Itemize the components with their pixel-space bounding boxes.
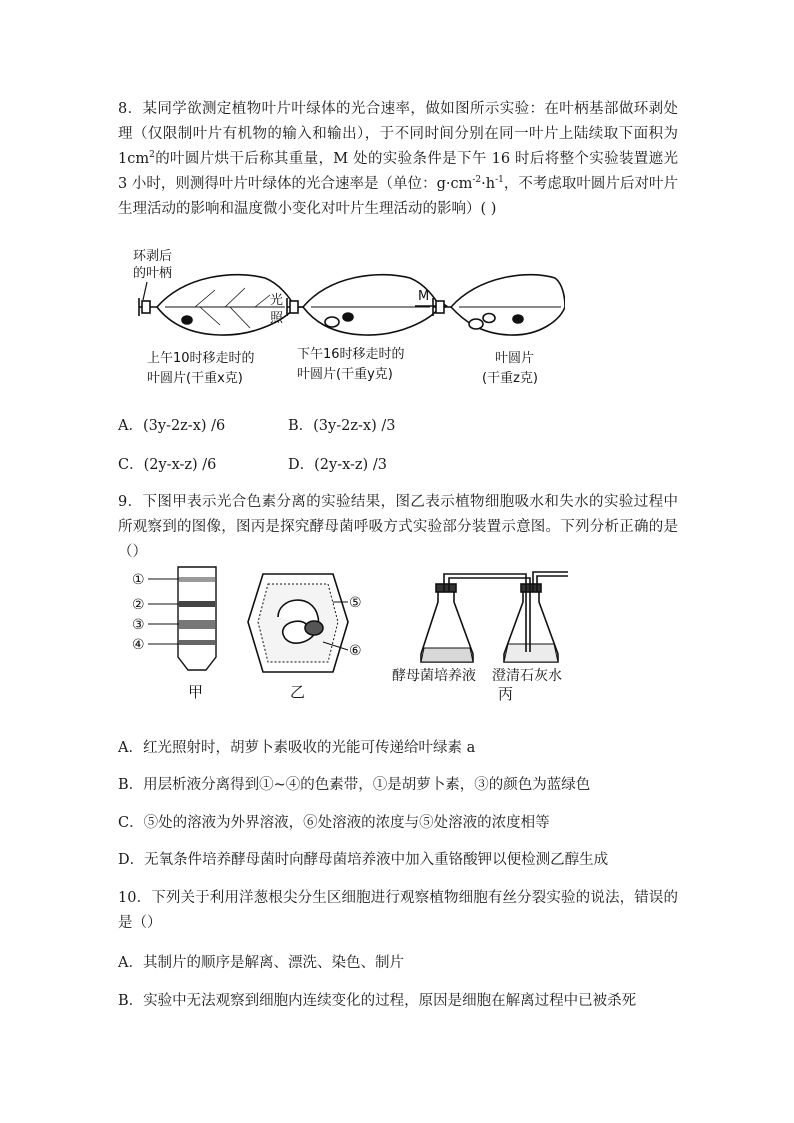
- arrow-M-label: M: [418, 289, 430, 304]
- caption-jia: 甲: [188, 683, 204, 701]
- band-label-1: ①: [132, 572, 145, 588]
- cell-label-6: ⑥: [349, 643, 362, 659]
- leaf-1-caption-1: 上午10时移走时的: [147, 351, 255, 366]
- caption-bing: 丙: [498, 685, 514, 703]
- plant-cell: [248, 574, 348, 672]
- q10-stem: 10．下列关于利用洋葱根尖分生区细胞进行观察植物细胞有丝分裂实验的说法，错误的是（）: [118, 890, 678, 931]
- q8-option-c[interactable]: C．(2y-x-z) /6: [118, 457, 217, 473]
- leaf-2-caption-1: 下午16时移走时的: [297, 347, 405, 362]
- yeast-culture-label: 酵母菌培养液: [392, 668, 476, 684]
- q9-option-a[interactable]: A．红光照射时，胡萝卜素吸收的光能可传递给叶绿素 a: [118, 740, 476, 756]
- q8-option-a[interactable]: A．(3y-2z-x) /6: [118, 418, 226, 434]
- limewater-flask: [504, 584, 558, 662]
- band-3: [179, 620, 215, 629]
- q9-option-c[interactable]: C．⑤处的溶液为外界溶液，⑥处溶液的浓度与⑤处溶液的浓度相等: [118, 815, 550, 831]
- petiole-label-2: 的叶柄: [133, 266, 173, 281]
- cell-label-5: ⑤: [349, 595, 362, 611]
- yeast-flask: [421, 584, 473, 662]
- q8-stem: 8．某同学欲测定植物叶片叶绿体的光合速率，做如图所示实验：在叶柄基部做环剥处理（仅限制叶片有机物的输入和输出），于不同时间分别在同一叶片上陆续取下面积为 $1cm^2$的叶圆片烘干后称其重量，M 处的实验条件是下午 16 时后将整个实验装置遮光 3 小时，则测得叶片叶绿体的光合速率是（单位：$g\cdot cm^{-2}\cdot h^{-1}$，不考虑取叶圆片后对叶片生理活动的影响和温度微小变化对叶片生理活动的影响）( ): [118, 101, 678, 217]
- leaf-1-caption-2: 叶圆片(干重x克): [147, 371, 243, 386]
- band-4: [179, 640, 215, 645]
- q9-option-d[interactable]: D．无氧条件培养酵母菌时向酵母菌培养液中加入重铬酸钾以便检测乙醇生成: [118, 852, 609, 868]
- leaf-3-caption-2: (干重z克): [482, 371, 538, 386]
- caption-yi: 乙: [290, 683, 306, 701]
- band-label-4: ④: [132, 637, 145, 653]
- band-2: [179, 601, 215, 607]
- leaf-2: [287, 275, 440, 335]
- leaf-3-caption-1: 叶圆片: [495, 351, 535, 366]
- leaf-3: [433, 275, 565, 335]
- leaf-2-caption-2: 叶圆片(干重y克): [297, 367, 393, 382]
- q9-option-b[interactable]: B．用层析液分离得到①~④的色素带，①是胡萝卜素，③的颜色为蓝绿色: [118, 777, 591, 793]
- q8-leaf-figure: [125, 240, 565, 390]
- arrow-light-label-2: 照: [270, 311, 284, 326]
- q9-stem: 9．下图甲表示光合色素分离的实验结果，图乙表示植物细胞吸水和失水的实验过程中所观察到的图像，图丙是探究酵母菌呼吸方式实验部分装置示意图。下列分析正确的是（）: [118, 494, 678, 560]
- arrow-light-label-1: 光: [270, 293, 284, 308]
- petiole-label-1: 环剥后: [133, 249, 173, 264]
- limewater-label: 澄清石灰水: [492, 668, 562, 684]
- q8-option-d[interactable]: D．(2y-x-z) /3: [288, 457, 387, 473]
- q10-option-a[interactable]: A．其制片的顺序是解离、漂洗、染色、制片: [118, 955, 404, 971]
- petiole-pointer: [143, 282, 147, 300]
- q9-figure: [128, 562, 588, 707]
- band-label-2: ②: [132, 597, 145, 613]
- q8-option-b[interactable]: B．(3y-2z-x) /3: [288, 418, 396, 434]
- band-1: [179, 577, 215, 582]
- q10-option-b[interactable]: B．实验中无法观察到细胞内连续变化的过程，原因是细胞在解离过程中已被杀死: [118, 993, 637, 1009]
- band-label-3: ③: [132, 617, 145, 633]
- chromatography-strip: [178, 567, 216, 670]
